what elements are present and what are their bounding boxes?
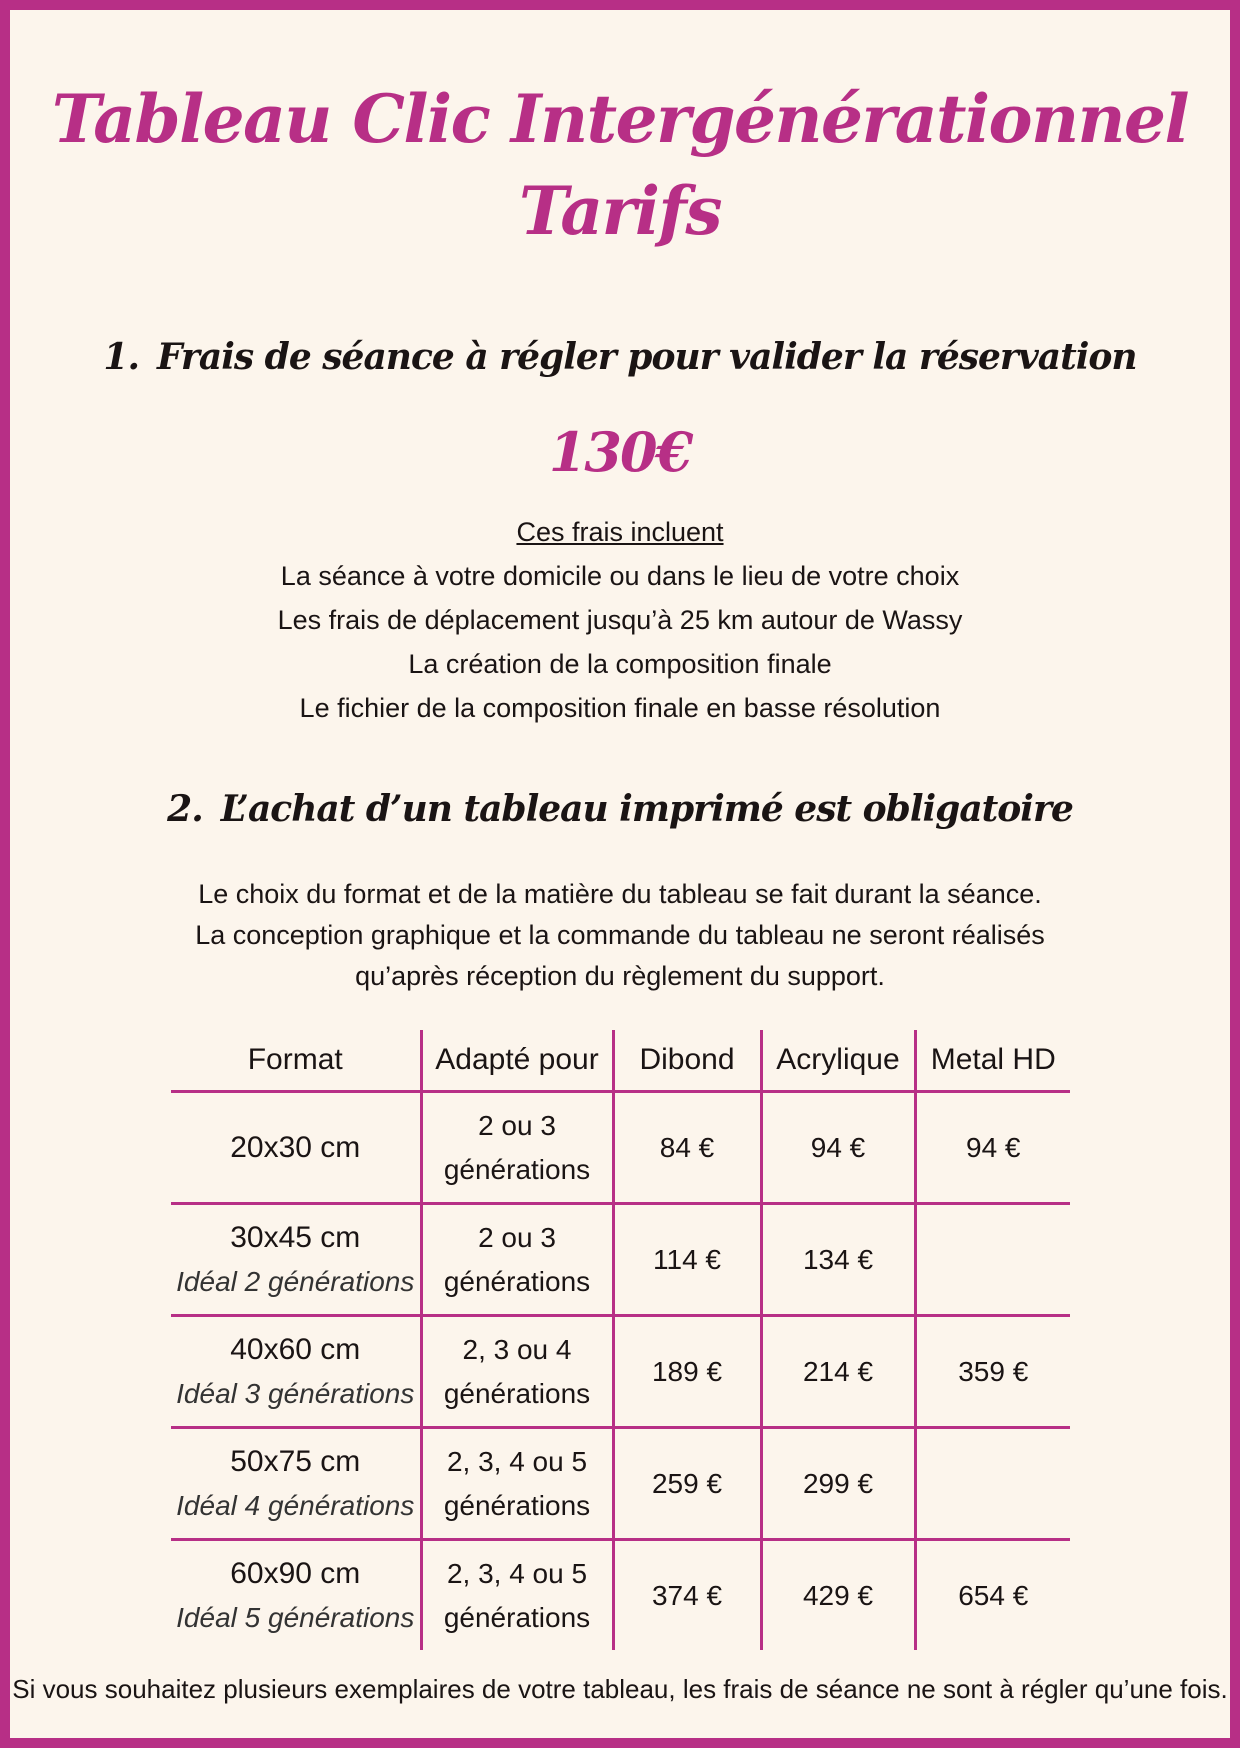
dibond-price: 374 € [613, 1540, 761, 1651]
section-2-line: qu’après réception du règlement du support. [355, 961, 885, 991]
section-2-line: Le choix du format et de la matière du tableau se fait durant la séance. [198, 879, 1042, 909]
format-ideal: Idéal 4 générations [176, 1489, 415, 1521]
column-header-format: Format [171, 1030, 421, 1092]
column-header-metal-hd: Metal HD [915, 1030, 1070, 1092]
format-size: 30x45 cm [230, 1220, 361, 1254]
section-2-number: 2. [167, 788, 203, 830]
includes-item: La séance à votre domicile ou dans le lieu de votre choix [280, 561, 960, 591]
acrylique-price: 214 € [761, 1316, 915, 1428]
page [10, 10, 1230, 1738]
dibond-price: 84 € [613, 1092, 761, 1204]
page-title: Tableau Clic Intergénérationnel [51, 80, 1189, 158]
includes-heading: Ces frais incluent [516, 517, 724, 547]
table-row [171, 1092, 1070, 1204]
format-ideal: Idéal 2 générations [176, 1265, 415, 1297]
price-table [171, 1030, 1070, 1650]
adapted-generations: 2 ou 3 [478, 1221, 556, 1253]
table-header-row [171, 1030, 1070, 1092]
metal-hd-price: 94 € [915, 1092, 1070, 1204]
page-subtitle: Tarifs [519, 172, 721, 250]
format-size: 50x75 cm [230, 1444, 361, 1478]
adapted-cell [421, 1428, 613, 1540]
table-row [171, 1204, 1070, 1316]
format-cell [171, 1316, 421, 1428]
metal-hd-price: 359 € [915, 1316, 1070, 1428]
session-price: 130€ [548, 420, 692, 484]
format-size: 60x90 cm [230, 1556, 361, 1590]
adapted-generations-label: générations [443, 1489, 591, 1521]
includes-list [10, 510, 1230, 730]
format-ideal: Idéal 3 générations [176, 1377, 415, 1409]
column-header-dibond: Dibond [613, 1030, 761, 1092]
footer-note: Si vous souhaitez plusieurs exemplaires de votre tableau, les frais de séance ne sont à régler qu’une fois. [12, 1674, 1228, 1704]
adapted-generations-label: générations [443, 1153, 591, 1185]
section-2-heading [10, 788, 1230, 830]
column-header-acrylique: Acrylique [761, 1030, 915, 1092]
metal-hd-price [915, 1204, 1070, 1316]
includes-item: Les frais de déplacement jusqu’à 25 km autour de Wassy [277, 605, 963, 635]
format-ideal: Idéal 5 générations [176, 1601, 415, 1633]
format-cell [171, 1204, 421, 1316]
column-header-adapted: Adapté pour [421, 1030, 613, 1092]
adapted-generations-label: générations [443, 1265, 591, 1297]
dibond-price: 189 € [613, 1316, 761, 1428]
section-2-line: La conception graphique et la commande du tableau ne seront réalisés [195, 920, 1045, 950]
table-row [171, 1428, 1070, 1540]
dibond-price: 114 € [613, 1204, 761, 1316]
adapted-cell [421, 1540, 613, 1651]
acrylique-price: 299 € [761, 1428, 915, 1540]
format-size: 40x60 cm [230, 1332, 361, 1366]
metal-hd-price: 654 € [915, 1540, 1070, 1651]
metal-hd-price [915, 1428, 1070, 1540]
dibond-price: 259 € [613, 1428, 761, 1540]
table-row [171, 1316, 1070, 1428]
adapted-generations: 2 ou 3 [478, 1109, 556, 1141]
section-1-number: 1. [103, 336, 139, 378]
includes-item: La création de la composition finale [408, 649, 832, 679]
adapted-generations-label: générations [443, 1377, 591, 1409]
section-2-title: L’achat d’un tableau imprimé est obligatoire [220, 788, 1073, 830]
acrylique-price: 94 € [761, 1092, 915, 1204]
table-row [171, 1540, 1070, 1651]
adapted-cell [421, 1316, 613, 1428]
includes-item: Le fichier de la composition finale en basse résolution [299, 693, 941, 723]
adapted-generations: 2, 3, 4 ou 5 [446, 1557, 588, 1589]
format-size: 20x30 cm [230, 1130, 361, 1164]
adapted-cell [421, 1204, 613, 1316]
adapted-cell [421, 1092, 613, 1204]
format-cell [171, 1540, 421, 1651]
section-1-heading [10, 336, 1230, 378]
section-2-text [10, 874, 1230, 997]
format-cell [171, 1092, 421, 1204]
adapted-generations: 2, 3 ou 4 [462, 1333, 572, 1365]
acrylique-price: 134 € [761, 1204, 915, 1316]
section-1-title: Frais de séance à régler pour valider la réservation [156, 336, 1137, 378]
adapted-generations: 2, 3, 4 ou 5 [446, 1445, 588, 1477]
adapted-generations-label: générations [443, 1601, 591, 1633]
acrylique-price: 429 € [761, 1540, 915, 1651]
format-cell [171, 1428, 421, 1540]
